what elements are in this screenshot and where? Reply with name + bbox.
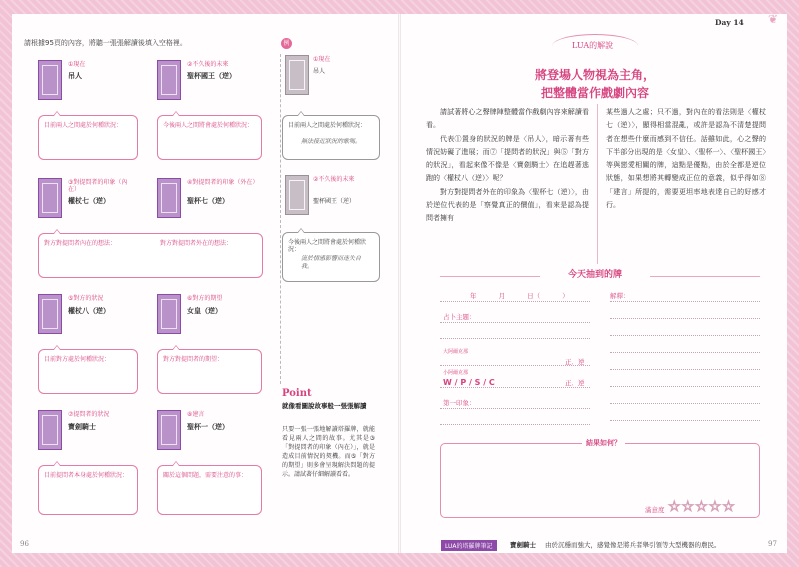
footer-note-tag: LUA的塔羅牌筆記 — [441, 540, 497, 551]
major-upright-reversed[interactable]: 正．逆 — [565, 358, 585, 366]
answer-box[interactable] — [38, 465, 138, 515]
topic-label: 占卜主題： — [443, 313, 476, 321]
minor-arcana-label: 小阿爾克那 — [443, 370, 469, 376]
card-image-ace-of-cups — [157, 410, 181, 450]
example-position: ①現在 — [313, 56, 331, 63]
dotted-line — [610, 352, 760, 353]
card-name: 聖杯一（逆） — [187, 423, 229, 431]
example-divider — [280, 54, 281, 384]
answer-box[interactable] — [157, 465, 262, 515]
column-divider — [597, 104, 598, 264]
card-image-hanged-man — [38, 60, 62, 100]
dotted-line — [610, 420, 760, 421]
answer-prompt: 目前對方處於何種狀況： — [44, 356, 111, 363]
commentary-paragraph: 請試著將心之聲牌陣整體當作戲劇內容來解讀看看。 — [426, 108, 589, 130]
example-card-image-hanged-man — [285, 55, 309, 95]
card-name: 寶劍騎士 — [68, 423, 96, 431]
page-number-right: 97 — [768, 540, 777, 548]
card-position: ①現在 — [68, 61, 86, 68]
answer-box[interactable] — [38, 115, 138, 160]
answer-prompt: 目前兩人之間處於何種狀況： — [44, 122, 123, 129]
satisfaction-star-icons[interactable]: ☆☆☆☆☆ — [668, 499, 736, 515]
dotted-line — [440, 365, 590, 366]
dotted-line — [610, 403, 760, 404]
answer-prompt: 今後兩人之間將會處於何種狀況： — [163, 122, 254, 129]
example-card-name: 聖杯國王（逆） — [313, 198, 356, 205]
card-position: ②不久後的未來 — [187, 61, 229, 68]
instruction-text: 請根據95頁的內容，將聽一張張解讀後填入空格裡。 — [24, 39, 187, 47]
example-answer-handwriting: 流於情感影響而迷失自我。 — [301, 255, 362, 271]
headline-line-2: 把整體當作戲劇內容 — [540, 86, 649, 100]
card-position: ⑦提問者的狀況 — [68, 411, 110, 418]
satisfaction-label: 滿意度 — [645, 506, 665, 514]
commentary-paragraph: 對方對提問者外在的印象為〈聖杯七（逆）〉，由於逆位代表的是「察覺真正的價值」，看來是認為提問者擁有 — [426, 187, 589, 223]
dotted-line — [610, 386, 760, 387]
date-field[interactable]: 年 月 日（ ） — [470, 292, 569, 300]
minor-upright-reversed[interactable]: 正．逆 — [565, 379, 585, 387]
commentary-paragraph: 代表①置身的狀況的牌是〈吊人〉，暗示著有些情況妨礙了進展；而⑦「提問者的狀況」與⑤「對方的狀況」，看起來像不像是〈寶劍騎士〉在追趕著逃跑的〈權杖八（逆）〉呢？ — [426, 134, 589, 183]
example-badge: 例 — [281, 38, 292, 49]
suits-label[interactable]: W / P / S / C — [443, 378, 495, 387]
point-title: Point — [282, 388, 312, 399]
card-name: 聖杯國王（逆） — [187, 72, 236, 80]
major-arcana-label: 大阿爾克那 — [443, 349, 469, 355]
corner-ornament-icon: ❦ — [768, 12, 779, 26]
card-position: ⑧建言 — [187, 411, 205, 418]
dotted-line — [610, 369, 760, 370]
commentary-column-2 — [606, 106, 766, 212]
card-image-seven-of-cups — [157, 178, 181, 218]
footer-card-name: 寶劍騎士 — [510, 541, 536, 549]
card-image-empress — [157, 294, 181, 334]
dotted-line — [440, 301, 590, 302]
interpretation-input-line[interactable] — [610, 301, 760, 302]
interpretation-label: 解釋： — [610, 292, 630, 300]
dotted-line — [440, 338, 590, 339]
card-name: 女皇（逆） — [187, 307, 222, 315]
footer-note-text: 由於沉穩而強大，感覺像是將兵者舉引領等大型機器的農民。 — [545, 541, 721, 549]
page-number-left: 96 — [20, 540, 29, 548]
dotted-line — [610, 335, 760, 336]
card-image-eight-of-wands — [38, 294, 62, 334]
example-answer-box — [282, 115, 380, 160]
example-answer-box — [282, 232, 380, 282]
example-answer-prompt: 目前兩人之間處於何種狀況： — [288, 122, 367, 129]
card-name: 聖杯七（逆） — [187, 197, 229, 205]
dotted-line — [440, 424, 590, 425]
dotted-line — [440, 387, 590, 388]
answer-prompt: 對方對提問者外在的想法： — [160, 240, 233, 247]
result-title: 結果如何？ — [582, 438, 625, 448]
answer-prompt: 對方對提問者的期望： — [163, 356, 224, 363]
example-answer-handwriting: 無法接近狀況的歌嗎。 — [301, 138, 362, 145]
card-name: 權杖八（逆） — [68, 307, 110, 315]
dotted-line — [610, 318, 760, 319]
today-card-title: 今天抽到的牌 — [567, 270, 622, 280]
example-answer-prompt: 今後兩人之間將會處於何種狀況： — [288, 239, 367, 254]
example-position: ②不久後的未來 — [313, 176, 355, 183]
answer-prompt: 目前提問者本身處於何種狀況： — [44, 472, 129, 479]
card-position: ③對提問者的印象（內在） — [68, 179, 128, 193]
day-label: Day 14 — [715, 18, 744, 27]
card-position: ⑤對方的狀況 — [68, 295, 104, 302]
card-position: ⑥對方的期望 — [187, 295, 223, 302]
example-card-image-king-of-cups — [285, 175, 309, 215]
lua-tag: LUA的解說 — [572, 41, 614, 50]
answer-box[interactable] — [157, 115, 262, 160]
headline-line-1: 將登場人物視為主角， — [534, 68, 655, 82]
answer-prompt: 關於這個問題，需要注意的事： — [163, 472, 248, 479]
card-image-seven-of-wands — [38, 178, 62, 218]
answer-box[interactable] — [38, 349, 138, 394]
card-name: 吊人 — [68, 72, 82, 80]
topic-input-line[interactable] — [440, 322, 590, 323]
point-body: 只要一張一張地解讀塔羅牌，就能看見兩人之間的故事。尤其是③「對提問者的印象（內在）」，就是造成目前情況的契機。而⑤「對方的期望」則多會呈現解決問題的提示。請試著仔細解讀看看。 — [282, 426, 375, 478]
card-image-king-of-cups — [157, 60, 181, 100]
first-impression-label: 第一印象： — [443, 399, 476, 407]
first-impression-input-line[interactable] — [440, 408, 590, 409]
example-card-name: 吊人 — [313, 68, 326, 75]
point-heading: 就像看圖說故事般一張張解讀 — [282, 402, 367, 410]
card-position: ④對提問者的印象（外在） — [187, 179, 259, 186]
commentary-column-1 — [426, 106, 589, 226]
commentary-paragraph: 某些過人之處；只不過，對內在的看法則是〈權杖七（逆）〉，顯得相當混亂，或許是認為不清楚提問者在想些什麼而感到不信任。話雖如此，心之聲的下半部分出現的是〈女皇〉、〈聖杯一〉、〈聖杯國王〉等與戀愛相關的牌，這點是優點，由於全都是逆位狀態，如果想將其轉變成正位的意義，似乎得如⑧「建言」所提的，需要更坦率地表達自己的好感才行。 — [606, 108, 766, 210]
card-name: 權杖七（逆） — [68, 197, 110, 205]
card-image-knight-of-swords — [38, 410, 62, 450]
answer-box[interactable] — [157, 349, 262, 394]
answer-prompt: 對方對提問者內在的想法： — [44, 240, 117, 247]
